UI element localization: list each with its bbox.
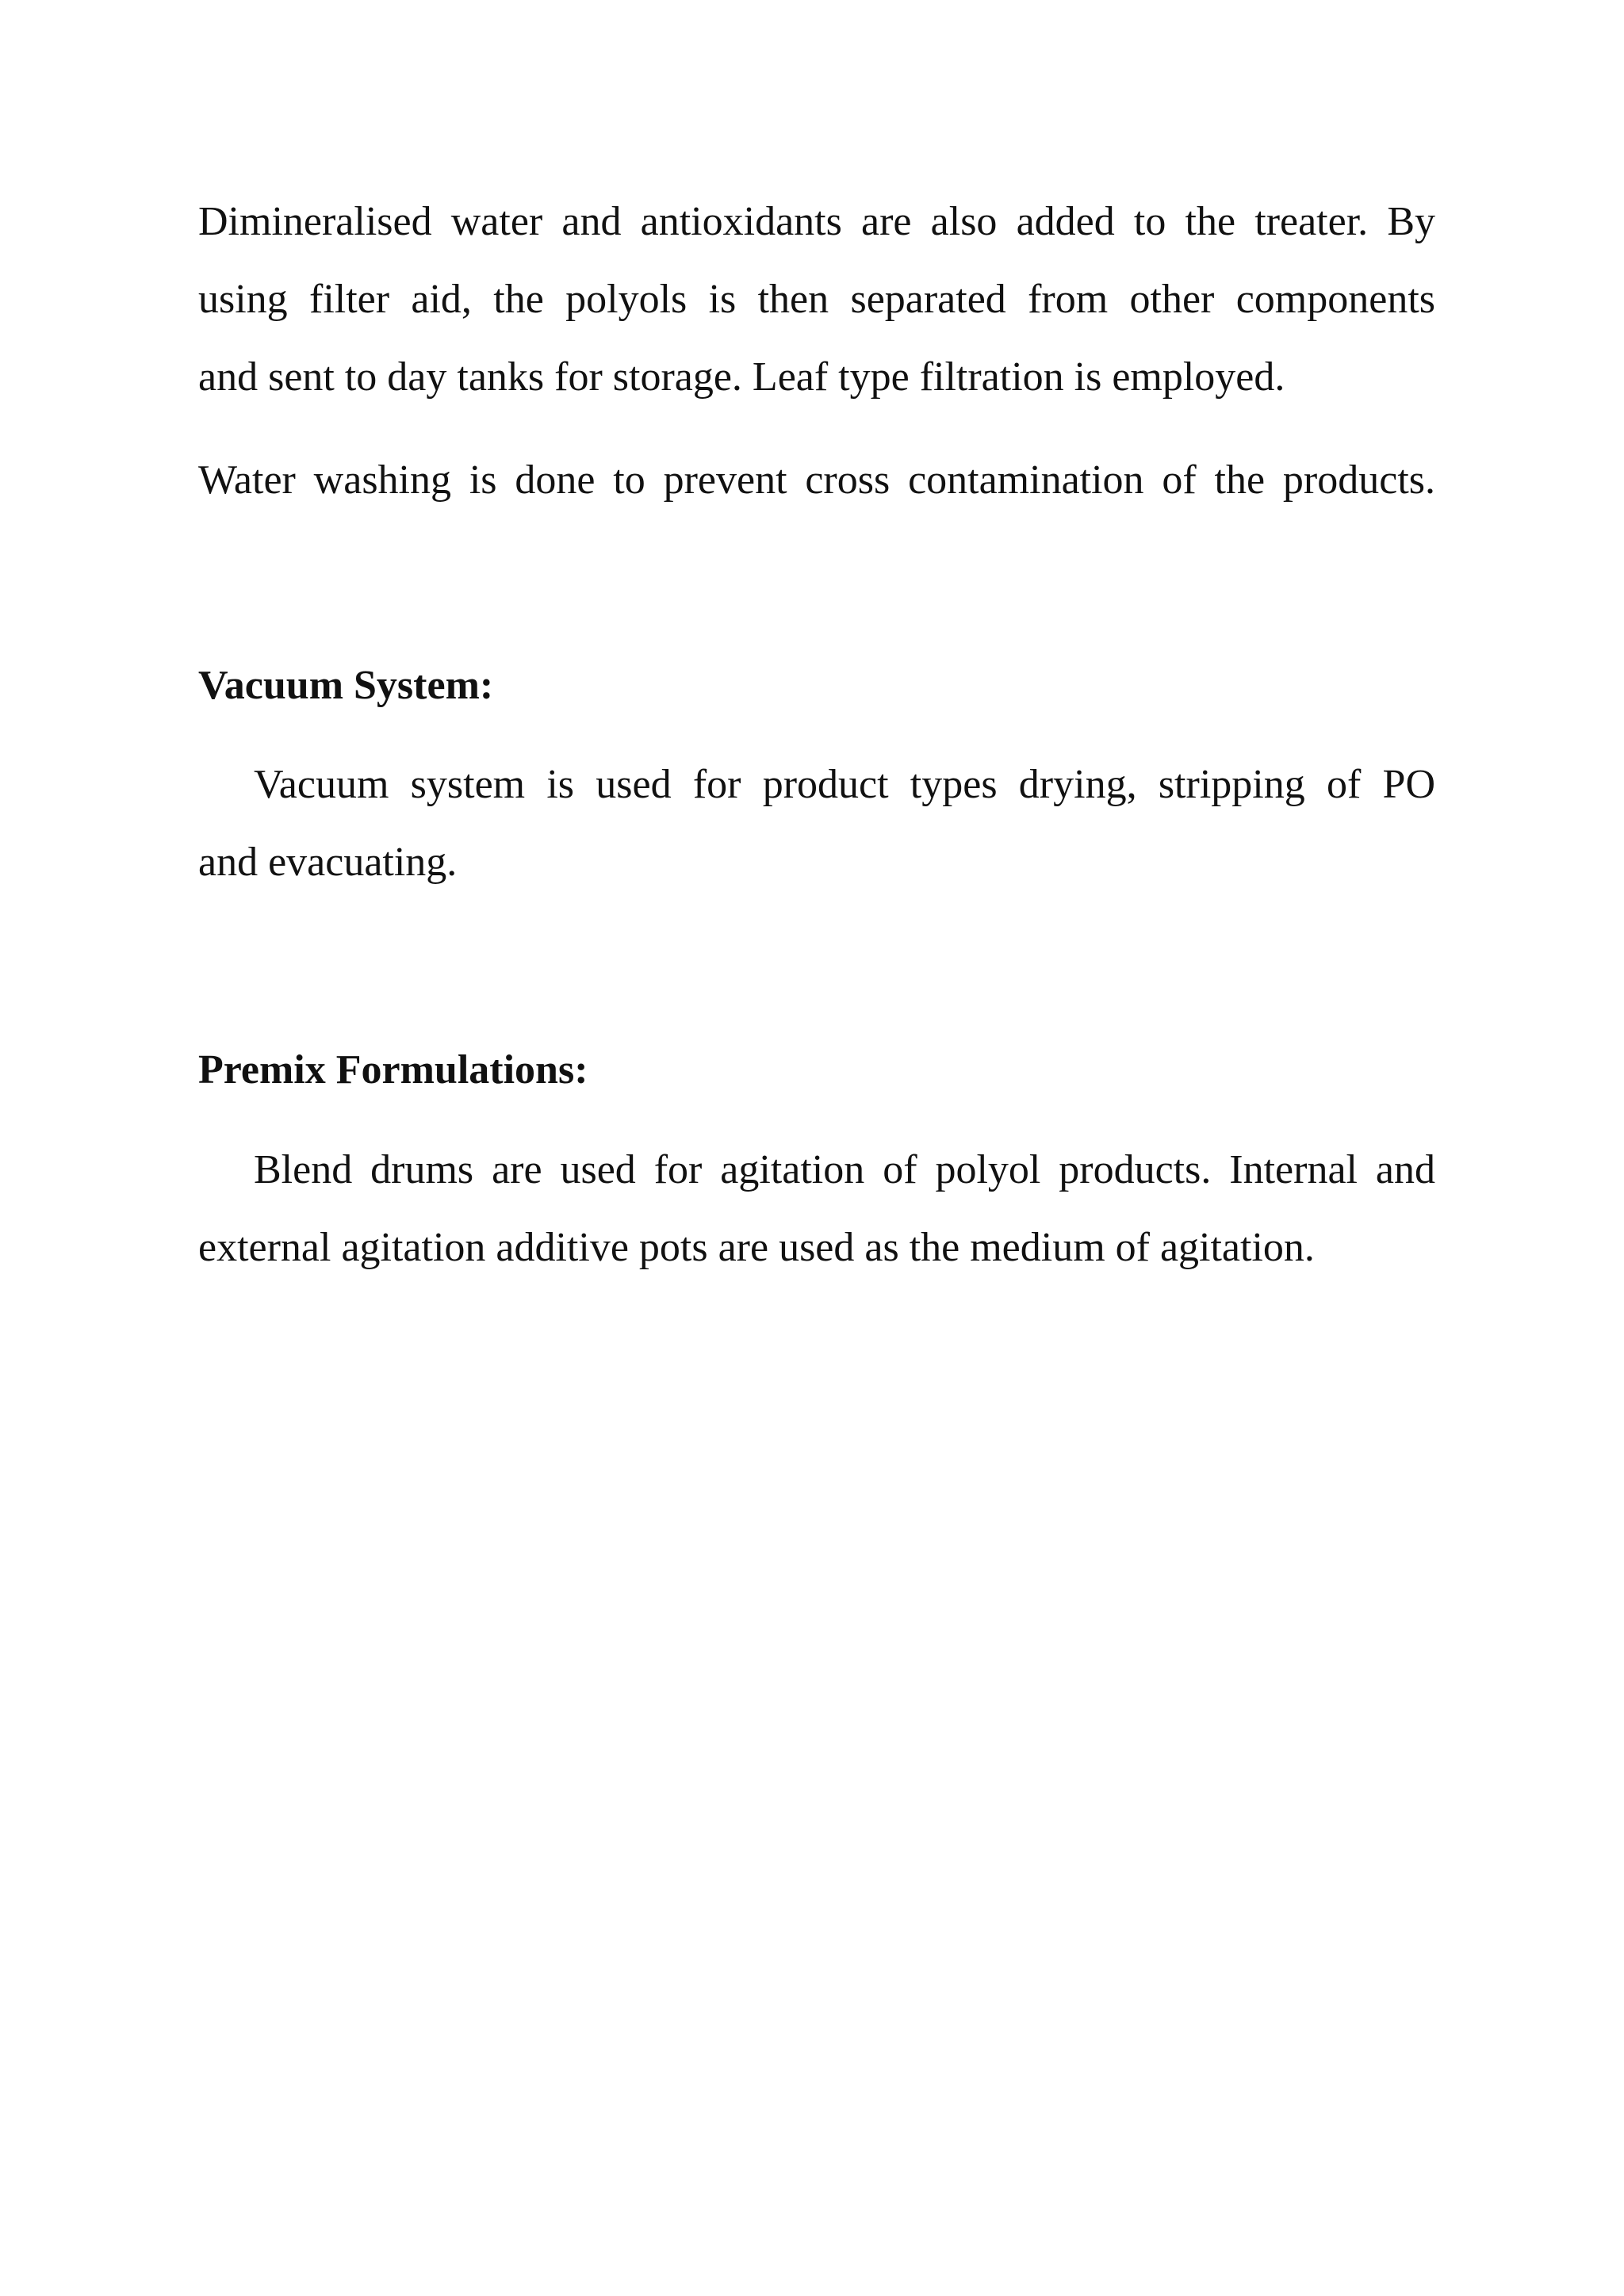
premix-formulations-heading: Premix Formulations: — [198, 1047, 588, 1093]
paragraph-1-line-2: using filter aid, the polyols is then separated from other components — [198, 277, 1435, 322]
paragraph-1-line-3: and sent to day tanks for storage. Leaf type filtration is employed. — [198, 354, 1285, 400]
premix-formulations-line-2: external agitation additive pots are used as the medium of agitation. — [198, 1225, 1315, 1270]
vacuum-system-line-2: and evacuating. — [198, 840, 458, 885]
paragraph-1-line-1: Dimineralised water and antioxidants are also added to the treater. By — [198, 199, 1435, 244]
paragraph-2-line-1: Water washing is done to prevent cross contamination of the products. — [198, 457, 1435, 503]
vacuum-system-line-1: Vacuum system is used for product types drying, stripping of PO — [254, 762, 1435, 807]
premix-formulations-line-1: Blend drums are used for agitation of polyol products. Internal and — [254, 1147, 1435, 1192]
vacuum-system-heading: Vacuum System: — [198, 663, 494, 708]
